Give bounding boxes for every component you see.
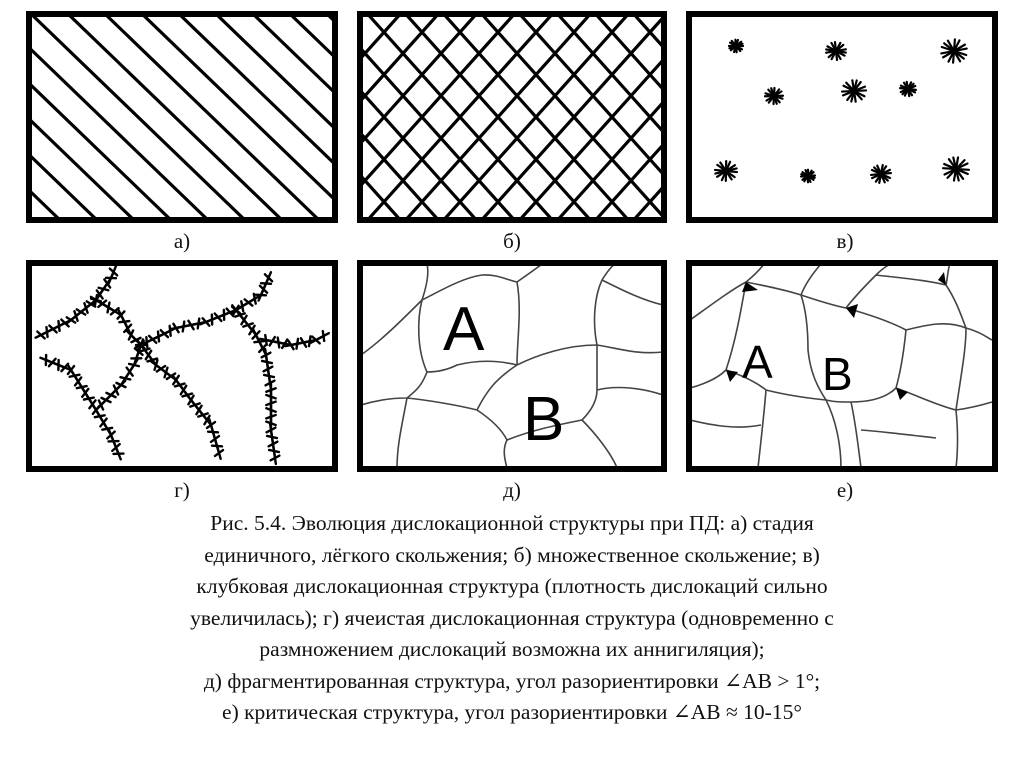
caption-line: единичного, лёгкого скольжения; б) множественное скольжение; в) <box>204 542 820 567</box>
caption-line: Рис. 5.4. Эволюция дислокационной структуры при ПД: а) стадия <box>210 511 814 535</box>
crossed-slip-lines <box>357 11 667 223</box>
panel-label-c: в) <box>836 229 854 253</box>
slip-lines <box>26 11 338 223</box>
panel-label-a: а) <box>173 229 191 253</box>
grain-label-b-critical: B <box>822 348 853 400</box>
panel-label-d: г) <box>174 478 190 502</box>
caption-line: клубковая дислокационная структура (плотность дислокаций сильно <box>196 574 828 598</box>
panel-label-f: е) <box>836 478 854 502</box>
panel-label-e: д) <box>503 478 521 502</box>
panel-f-critical-structure <box>686 260 998 472</box>
caption-line: е) критическая структура, угол разориентировки ∠AB ≈ 10-15° <box>222 700 802 724</box>
critical-structure-diagram <box>686 260 998 472</box>
grain-label-b: B <box>523 385 565 454</box>
panel-e-fragmented-structure <box>357 260 667 472</box>
cell-structure-diagram <box>26 260 338 472</box>
grain-label-a: A <box>443 295 485 364</box>
figure-caption <box>40 508 984 729</box>
panel-b-multiple-slip <box>357 11 667 223</box>
panel-label-b: б) <box>503 229 521 253</box>
fragmented-structure-diagram <box>357 260 667 472</box>
panel-c-tangle-structure <box>686 11 998 223</box>
panel-a-single-slip <box>26 11 338 223</box>
multiple-slip-diagram <box>357 11 667 223</box>
caption-line: увеличилась); г) ячеистая дислокационная структура (одновременно с <box>190 605 834 630</box>
panel-d-cell-structure <box>26 260 338 472</box>
tangle-structure-diagram <box>686 11 998 223</box>
grain-label-a-critical: A <box>742 336 773 388</box>
caption-line: размножением дислокаций возможна их аннигиляция); <box>259 637 765 661</box>
single-slip-diagram <box>26 11 338 223</box>
caption-line: д) фрагментированная структура, угол разориентировки ∠AB > 1°; <box>203 668 821 693</box>
